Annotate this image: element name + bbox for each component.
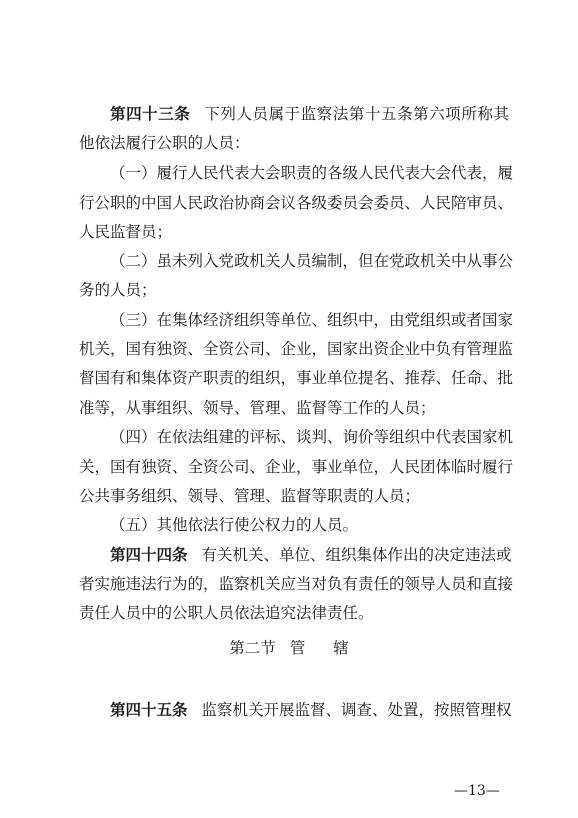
article-43-item-4-line: 公共事务组织、领导、管理、监督等职责的人员； (79, 487, 421, 505)
article-45-text: 监察机关开展监督、调查、处置，按照管理权 (201, 701, 512, 719)
article-44-line: 者实施违法行为的，监察机关应当对负有责任的领导人员和直接 (79, 575, 514, 593)
article-43-item-2-line: （二）虽未列入党政机关人员编制，但在党政机关中从事公 (110, 252, 514, 270)
article-44-heading: 第四十四条 (110, 546, 188, 564)
article-44-first-line (110, 545, 512, 565)
article-43-item-3-line: （三）在集体经济组织等单位、组织中，由党组织或者国家 (110, 311, 514, 329)
article-43-first-line (110, 104, 509, 124)
article-44-text: 有关机关、单位、组织集体作出的决定违法或 (201, 546, 512, 564)
page-number: —13— (454, 783, 500, 799)
article-43-item-4-line: （四）在依法组建的评标、谈判、询价等组织中代表国家机 (110, 428, 514, 446)
article-43-item-4-line: 关，国有独资、全资公司、企业，事业单位，人民团体临时履行 (79, 458, 514, 476)
article-43-item-2-line: 务的人员； (79, 281, 157, 299)
article-43-text: 下列人员属于监察法第十五条第六项所称其 (204, 105, 509, 123)
article-43-heading: 第四十三条 (110, 105, 191, 123)
article-43-item-3-line: 机关，国有独资、全资公司、企业，国家出资企业中负有管理监 (79, 340, 514, 358)
article-43-item-3-line: 准等，从事组织、领导、管理、监督等工作的人员； (79, 399, 436, 417)
section-heading (0, 638, 578, 658)
article-43-item-1-line: 人民监督员； (79, 223, 173, 241)
section-title-char: 辖 (333, 639, 349, 657)
article-43-item-1-line: 行公职的中国人民政治协商会议各级委员会委员、人民陪审员、 (79, 194, 514, 212)
article-45-first-line (110, 700, 512, 720)
section-title-char: 管 (289, 639, 306, 657)
article-43-item-5-line: （五）其他依法行使公权力的人员。 (110, 516, 359, 534)
article-43-item-1-line: （一）履行人民代表大会职责的各级人民代表大会代表，履 (110, 164, 514, 182)
article-45-heading: 第四十五条 (110, 701, 188, 719)
article-44-line: 责任人员中的公职人员依法追究法律责任。 (79, 604, 374, 622)
article-43-item-3-line: 督国有和集体资产职责的组织，事业单位提名、推荐、任命、批 (79, 369, 514, 387)
article-43-line: 他依法履行公职的人员： (79, 134, 250, 152)
section-number: 第二节 (229, 639, 276, 657)
